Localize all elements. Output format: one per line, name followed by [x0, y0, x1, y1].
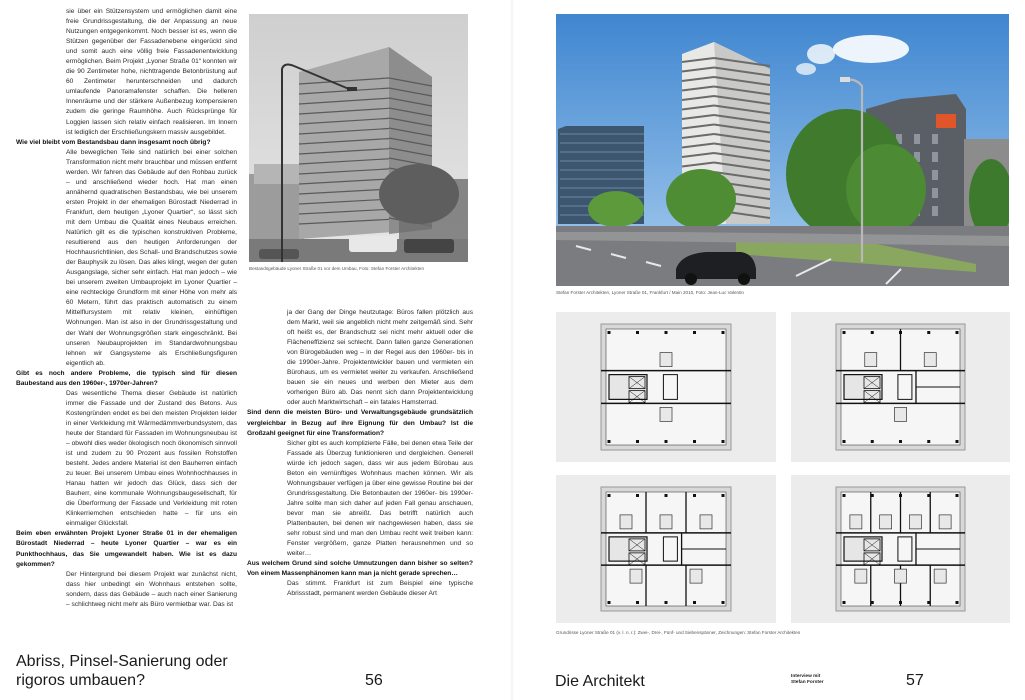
floor-plan-siebenspaenner [791, 475, 1010, 623]
left-page [0, 0, 512, 700]
page-number-left: 56 [365, 672, 383, 689]
interview-answer: sie über ein Stützensystem und ermöglichen damit eine freie Grundrissgestaltung, die der Anpassung an neue Nutzungen entgegenkommt. Noch besser ist es, wenn die Stützen gegenüber der Fassadenebene eingerückt sind und somit auch eine völlig freie Fassadenentwicklung ermöglichen. Beim Projekt „Lyoner Straße 01“ konnten wir die 90 Zentimeter hohe, nichttragende Betonbrüstung auf 60 Zentimeter herunterschneiden und dadurch umlaufende Panoramafenster schaffen. Die helleren Innenräume und der stärkere Außenbezug kompensieren zudem die geringe Raumhöhe. Auch Rücksprünge für Loggien lassen sich relativ einfach realisieren. Im Innern ist lediglich der Erschließungskern massiv ausgebildet. [66, 8, 237, 136]
interview-question: Aus welchem Grund sind solche Umnutzungen dann bisher so selten? Von einem Massenphänomen kann man ja nicht gerade sprechen… [247, 560, 473, 578]
floor-plan-zweispaenner [556, 312, 776, 462]
floor-plan-drawing [836, 324, 965, 450]
photo-building-before [249, 14, 468, 262]
text-column-2 [247, 308, 473, 599]
interview-question: Beim eben erwähnten Projekt Lyoner Straße 01 in der ehemaligen Bürostadt Niederrad – heute Lyoner Quartier – war es ein Punkthochhaus, das Sie umgewandelt haben. Wie ist es dazu gekommen? [16, 530, 237, 568]
article-title-line-1: Abriss, Pinsel-Sanierung oder [16, 653, 228, 670]
floor-plan-drawing [601, 324, 731, 450]
interview-question: Gibt es noch andere Probleme, die typisch sind für diesen Baubestand aus den 1960er-, 1970er-Jahren? [16, 369, 237, 387]
interview-answer: Alle beweglichen Teile sind natürlich bei einer solchen Transformation nicht mehr brauchbar und müssen entfernt werden. Wir fahren das Gebäude auf den Rohbau zurück – und anschließend wieder hoch. Hat man einen annähernd quadratischen Bestandsbau, wie bei unserem ersten Projekt in der ehemaligen Bürostadt Niederrad in Frankfurt, dem heutigen „Lyoner Quartier“, so lässt sich mit dem Umbau die Qualität eines Neubaus erreichen. Natürlich gilt es die typischen konstruktiven Probleme, resultierend aus den heutigen Anforderungen der Hochhausrichtlinien, des Schall- und Brandschutzes sowie der Bauphysik zu lösen. Das alles klingt, wegen der guten Ausgangslage, sicher sehr einfach. Hat man jedoch – wie bei unserem zweiten Umbauprojekt im Lyoner Quartier – eine rechteckige Grundform mit einer Höhe von mehr als 60 Metern, führt das praktisch automatisch zu einem Mittelflursystem mit relativ kleinen, einhüftigen Wohnungen. Man ist also in der Grundrissgestaltung und der Wahl der Wohnungsgrößen stark eingeschränkt. Bei unseren Neubauprojekten im Standardwohnungsbau lehnen wir Gangsysteme als Erschließungsfiguren eigentlich ab. [66, 148, 237, 367]
interview-answer: ja der Gang der Dinge heutzutage: Büros fallen plötzlich aus dem Markt, weil sie angeblich nicht mehr zeitgemäß sind. Sehr oft heißt es, der Brandschutz sei nicht mehr aktuell oder die Flächeneffizienz sei schlecht. Dann fallen ganze Generationen von Bürogebäuden weg – in der Regel aus den 1960er- bis in die 1990er-Jahre. Projektentwickler bauen und vermieten ein Bürohaus, um es vermietet weiter zu verkaufen. Anschließend bauen sie ein neues und werben den Mieter aus dem vorherigen Büro ab. Das nennt sich dann Projektentwicklung oder auch Marktwirtschaft – ein fatales Hamsterrad. [287, 309, 473, 407]
photo-building-after [556, 14, 1009, 286]
interview-question: Sind denn die meisten Büro- und Verwaltungsgebäude grundsätzlich vergleichbar in Bezug auf ihre Eignung für den Umbau? Ist die Großzahl geeignet für eine Transformation? [247, 409, 473, 437]
floor-plan-fuenfspaenner [556, 475, 776, 623]
article-title [16, 652, 228, 690]
right-page [512, 0, 1025, 700]
floor-plan-drawing [601, 487, 731, 611]
floor-plans-caption: Grundrisse Lyoner Straße 01 (v. l. n. r.): Zwei-, Drei-, Fünf- und Siebenspänner, Zeichnungen: Stefan Forster Architekten [556, 630, 801, 635]
floor-plan-drawing [836, 487, 965, 611]
interview-credit [791, 674, 824, 686]
interview-answer: Das stimmt. Frankfurt ist zum Beispiel eine typische Abrissstadt, permanent werden Gebäude dieser Art [287, 580, 473, 598]
photo-caption-after: Stefan Forster Architekten, Lyoner Straße 01, Frankfurt / Main 2010, Foto: Jean-Luc Valentin [556, 290, 744, 295]
photo-caption-before: Bestandsgebäude Lyoner Straße 01 vor dem Umbau, Foto: Stefan Forster Architekten [249, 266, 424, 271]
interview-credit-line-2: Stefan Forster [791, 680, 824, 685]
interview-answer: Der Hintergrund bei diesem Projekt war zunächst nicht, dass hier unbedingt ein Wohnhaus entstehen sollte, sondern, dass das Gebäude – auch nach einer Sanierung – schlichtweg nicht mehr als Büro vermietbar war. Das ist [66, 570, 237, 608]
interview-question: Wie viel bleibt vom Bestandsbau dann insgesamt noch übrig? [16, 138, 211, 146]
floor-plan-dreispaenner [791, 312, 1010, 462]
text-column-1 [16, 7, 237, 610]
article-title-line-2: rigoros umbauen? [16, 672, 145, 689]
section-title: Die Architekt [555, 673, 645, 690]
interview-answer: Sicher gibt es auch komplizierte Fälle, bei denen etwa Teile der Fassade als Überzug funktionieren und dergleichen. Generell würde ich jedoch sagen, dass wir aus jedem Bürobau aus Beton ein vernünftiges Wohnhaus machen können. Wir als Wohnungsbauer verfügen ja über eine gewisse Routine bei der Grundrissgestaltung. Die Betonbauten der 1960er- bis 1990er-Jahre sollte man sich daher auf jeden Fall genau anschauen, bevor man sie abreißt. Das betrifft natürlich auch Plattenbauten, bei denen wir nachgewiesen haben, dass sie sehr robust sind und man den Umbau recht weit treiben kann: Fenster vergrößern, ganze Platten herausnehmen und so weiter… [287, 439, 473, 558]
interview-credit-line-1: Interview mit [791, 674, 821, 679]
page-number-right: 57 [906, 672, 924, 689]
interview-answer: Das wesentliche Thema dieser Gebäude ist natürlich immer die Fassade und der Zustand des Betons. Aus Kostengründen endet es bei den meisten Projekten leider in einer Verkleidung mit Wärmedämmverbundsystem, das heute der Standard für Fassaden im Wohnungsneubau ist – obwohl dies weder ökologisch noch ökonomisch sinnvoll ist und zudem zu 90 Prozent aus fossilen Rohstoffen besteht. Jedes andere Material ist den Bauherren einfach zu teuer. Bei unserem Umbau eines Wohnhochhauses in Hanau hatten wir jedoch das Glück, dass sich der Bauherr, eine kommunale Wohnungsbaugesellschaft, für die Überformung der Fassade und Verkleidung mit roten Klinkerriemchen entschieden hatte – für uns ein einmaliger Glücksfall. [66, 389, 237, 528]
